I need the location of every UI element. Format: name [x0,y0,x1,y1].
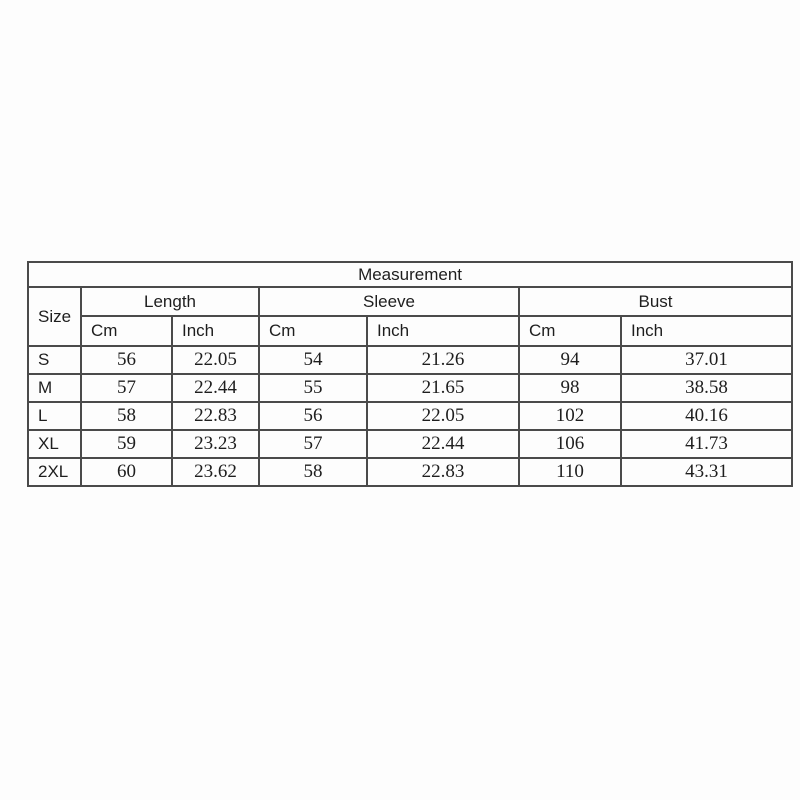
sleeve-cm-header: Cm [259,316,367,346]
sleeve-cm-value: 55 [259,374,367,402]
length-cm-header: Cm [81,316,172,346]
bust-inch-value: 38.58 [621,374,792,402]
length-inch-header: Inch [172,316,259,346]
length-inch-value: 22.05 [172,346,259,374]
sleeve-cm-value: 58 [259,458,367,486]
sleeve-inch-value: 22.05 [367,402,519,430]
bust-inch-value: 40.16 [621,402,792,430]
sleeve-inch-value: 21.26 [367,346,519,374]
sleeve-cm-value: 56 [259,402,367,430]
title-row [28,262,792,287]
size-label: 2XL [28,458,81,486]
length-cm-value: 56 [81,346,172,374]
bust-cm-header: Cm [519,316,621,346]
unit-header-row [28,316,792,346]
length-group-header: Length [81,287,259,316]
measurement-table [27,261,793,487]
size-label: S [28,346,81,374]
group-header-row [28,287,792,316]
bust-inch-value: 37.01 [621,346,792,374]
size-label: M [28,374,81,402]
bust-inch-value: 41.73 [621,430,792,458]
bust-inch-value: 43.31 [621,458,792,486]
table-row-s [28,346,792,374]
sleeve-cm-value: 57 [259,430,367,458]
length-cm-value: 57 [81,374,172,402]
length-inch-value: 23.23 [172,430,259,458]
length-inch-value: 22.83 [172,402,259,430]
size-column-header: Size [28,287,81,346]
bust-inch-header: Inch [621,316,792,346]
length-inch-value: 23.62 [172,458,259,486]
table-row-2xl [28,458,792,486]
sleeve-cm-value: 54 [259,346,367,374]
bust-cm-value: 94 [519,346,621,374]
sleeve-inch-value: 21.65 [367,374,519,402]
bust-cm-value: 102 [519,402,621,430]
bust-cm-value: 106 [519,430,621,458]
length-cm-value: 58 [81,402,172,430]
bust-cm-value: 98 [519,374,621,402]
size-label: XL [28,430,81,458]
size-label: L [28,402,81,430]
sleeve-inch-header: Inch [367,316,519,346]
table-row-l [28,402,792,430]
table-row-xl [28,430,792,458]
length-inch-value: 22.44 [172,374,259,402]
length-cm-value: 60 [81,458,172,486]
table-title: Measurement [28,262,792,287]
sleeve-inch-value: 22.83 [367,458,519,486]
table-row-m [28,374,792,402]
length-cm-value: 59 [81,430,172,458]
bust-group-header: Bust [519,287,792,316]
sleeve-group-header: Sleeve [259,287,519,316]
bust-cm-value: 110 [519,458,621,486]
sleeve-inch-value: 22.44 [367,430,519,458]
